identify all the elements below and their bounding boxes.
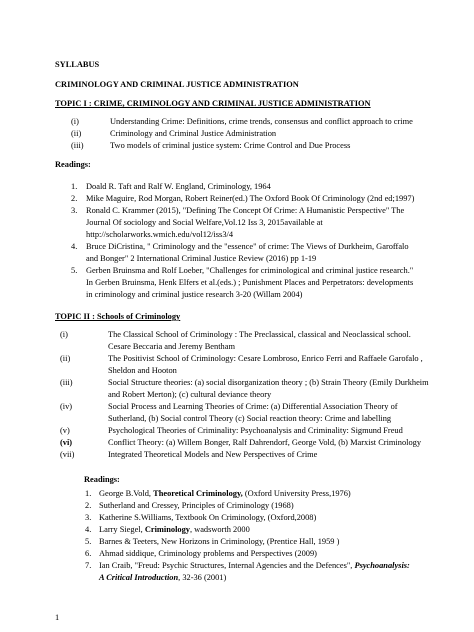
- topic-2-item-num: (vii): [60, 450, 75, 459]
- topic-2-item-text: Social Process and Learning Theories of Crime: (a) Differential Association Theory of: [108, 402, 398, 411]
- topic-1-item-text: Understanding Crime: Definitions, crime trends, consensus and conflict approach to crime: [110, 117, 413, 126]
- topic-2-item-text: The Positivist School of Criminology: Cesare Lombroso, Enrico Ferri and Raffaele Garofalo ,: [108, 354, 423, 363]
- course-title: CRIMINOLOGY AND CRIMINAL JUSTICE ADMINISTRATION: [55, 80, 299, 89]
- topic-2-item-text: The Classical School of Criminology : The Preclassical, classical and Neoclassical school.: [108, 330, 411, 339]
- topic-2-item-text: and Robert Merton); (c) cultural deviance theory: [108, 390, 272, 399]
- topic-2-item-num: (iii): [60, 378, 73, 387]
- reading-num: 5.: [71, 266, 78, 275]
- topic-2-item-num: (ii): [60, 354, 71, 363]
- topic-2-item-num: (i): [60, 330, 68, 339]
- reading-text: In Gerben Bruinsma, Henk Elfers et al.(eds.) ; Punishment Places and Perpetrators: developments: [86, 278, 414, 287]
- reading-text: Ahmad siddique, Criminology problems and Perspectives (2009): [99, 549, 317, 558]
- reading-num: 6.: [85, 549, 92, 558]
- topic-1-item-num: (ii): [71, 129, 82, 138]
- topic-2-item-text: Social Structure theories: (a) social disorganization theory ; (b) Strain Theory (Emily Durkheim: [108, 378, 429, 387]
- topic-2-item-text: Sheldon and Hooton: [108, 366, 177, 375]
- reading-text: Ronald C. Krammer (2015), "Defining The Concept Of Crime: A Humanistic Perspective" The: [86, 206, 405, 215]
- reading-text: Sutherland and Cressey, Principles of Criminology (1968): [99, 501, 294, 510]
- reading-num: 7.: [85, 561, 92, 570]
- reading-num: 4.: [71, 242, 78, 251]
- topic-2-item-text: Integrated Theoretical Models and New Perspectives of Crime: [108, 450, 318, 459]
- topic-2-item-num: (vi): [60, 438, 73, 447]
- topic-2-item-text: Sutherland, (b) Social control Theory (c) Social reaction theory: Crime and labelling: [108, 414, 392, 423]
- reading-text: Bruce DiCristina, " Criminology and the "essence" of crime: The Views of Durkheim, Garoffalo: [86, 242, 409, 251]
- topic-1-item-text: Criminology and Criminal Justice Administration: [110, 129, 277, 138]
- topic-2-item-num: (iv): [60, 402, 73, 411]
- reading-num: 4.: [85, 525, 92, 534]
- topic-2-item-text: Cesare Beccaria and Jeremy Bentham: [108, 342, 235, 351]
- topic-1-item-num: (iii): [71, 141, 84, 150]
- topic-1-item-num: (i): [71, 117, 79, 126]
- topic-2-item-text: Psychological Theories of Criminality: Psychoanalysis and Criminality: Sigmund Freud: [108, 426, 403, 435]
- reading-text: Gerben Bruinsma and Rolf Loeber, "Challenges for criminological and criminal justice research.": [86, 266, 414, 275]
- reading-text: and Bonger" 2 International Criminal Justice Review (2016) pp 1-19: [86, 254, 317, 263]
- reading-text: in criminology and criminal justice research 3-20 (Willam 2004): [86, 290, 303, 299]
- reading-text: Doald R. Taft and Ralf W. England, Criminology, 1964: [86, 182, 271, 191]
- reading-num: 2.: [85, 501, 92, 510]
- reading-text: Katherine S.Williams, Textbook On Criminology, (Oxford,2008): [99, 513, 317, 522]
- reading-num: 3.: [85, 513, 92, 522]
- topic-2-title: TOPIC II : Schools of Criminology: [55, 312, 181, 321]
- reading-num: 2.: [71, 194, 78, 203]
- reading-link[interactable]: http://scholarworks.wmich.edu/vol12/iss3/4: [86, 230, 234, 239]
- topic-1-item-text: Two models of criminal justice system: Crime Control and Due Process: [110, 141, 351, 150]
- reading-text: George B.Vold, Theoretical Criminology, (Oxford University Press,1976): [99, 489, 351, 498]
- reading-num: 5.: [85, 537, 92, 546]
- topic-1-title: TOPIC I : CRIME, CRIMINOLOGY AND CRIMINAL JUSTICE ADMINISTRATION: [55, 99, 371, 108]
- topic-2-item-text: Conflict Theory: (a) Willem Bonger, Ralf Dahrendorf, George Vold, (b) Marxist Criminology: [108, 438, 422, 447]
- reading-num: 3.: [71, 206, 78, 215]
- reading-num: 1.: [85, 489, 92, 498]
- reading-num: 1.: [71, 182, 78, 191]
- reading-text: Mike Maguire, Rod Morgan, Robert Reiner(ed.) The Oxford Book Of Criminology (2nd ed;1997): [86, 194, 415, 203]
- reading-text: Ian Craib, "Freud: Psychic Structures, Internal Agencies and the Defences", Psychoanalysis:: [99, 561, 410, 570]
- topic-2-item-num: (v): [60, 426, 70, 435]
- reading-text: Barnes & Teeters, New Horizons in Criminology, (Prentice Hall, 1959 ): [99, 537, 340, 546]
- topic-1-readings-label: Readings:: [55, 160, 91, 169]
- reading-text: A Critical Introduction, 32-36 (2001): [99, 573, 227, 582]
- reading-text: Journal Of sociology and Social Welfare,Vol.12 Iss 3, 2015available at: [86, 218, 323, 227]
- topic-2-readings-label: Readings:: [84, 475, 120, 484]
- page-number: 1: [55, 613, 60, 622]
- reading-text: Larry Siegel, Criminology, wadsworth 2000: [99, 525, 250, 534]
- syllabus-heading: SYLLABUS: [55, 60, 100, 69]
